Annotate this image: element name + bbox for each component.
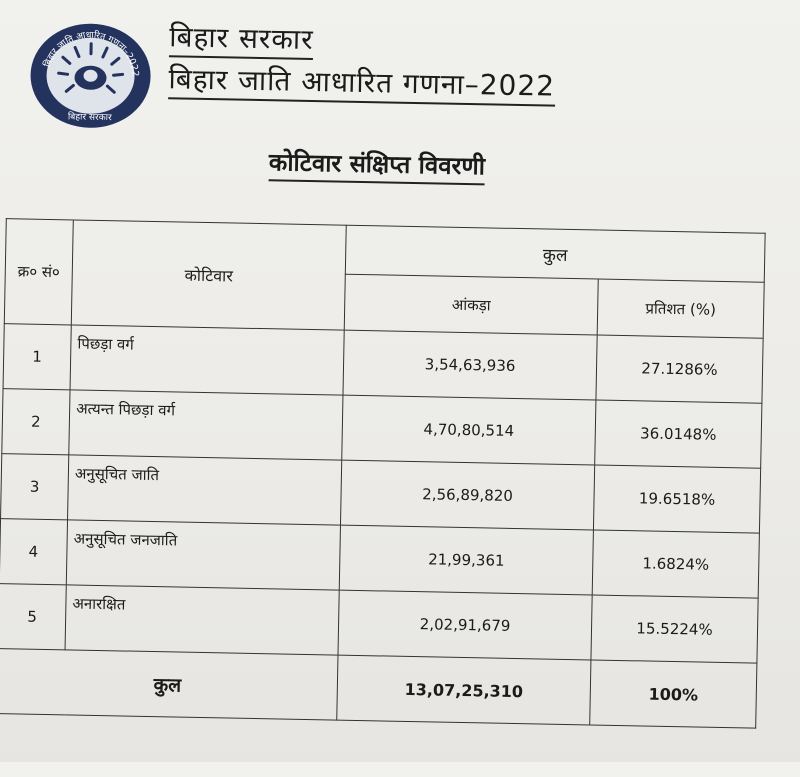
total-row bbox=[0, 649, 757, 729]
percent-cell: 19.6518% bbox=[593, 465, 760, 533]
percent-header: प्रतिशत (%) bbox=[597, 280, 764, 339]
serial-cell: 4 bbox=[0, 519, 68, 585]
table-header-row bbox=[5, 219, 765, 283]
category-cell: अनुसूचित जाति bbox=[68, 455, 342, 525]
serial-cell: 2 bbox=[2, 389, 70, 455]
count-header: आंकड़ा bbox=[344, 275, 598, 335]
count-cell: 21,99,361 bbox=[339, 525, 593, 595]
serial-cell: 3 bbox=[1, 454, 69, 520]
category-cell: पिछड़ा वर्ग bbox=[70, 325, 344, 395]
serial-cell: 1 bbox=[3, 324, 71, 390]
total-group-header: कुल bbox=[345, 225, 765, 283]
government-title: बिहार सरकार bbox=[169, 17, 314, 58]
total-count: 13,07,25,310 bbox=[337, 655, 591, 725]
category-cell: अनुसूचित जनजाति bbox=[66, 520, 340, 590]
category-header: कोटिवार bbox=[71, 220, 346, 330]
serial-cell: 5 bbox=[0, 584, 66, 650]
count-cell: 4,70,80,514 bbox=[342, 395, 596, 465]
percent-cell: 27.1286% bbox=[596, 335, 763, 403]
category-cell: अनारक्षित bbox=[65, 585, 339, 655]
bihar-caste-census-seal-icon bbox=[25, 19, 155, 133]
census-title: बिहार जाति आधारित गणना–2022 bbox=[168, 59, 555, 104]
count-cell: 3,54,63,936 bbox=[343, 330, 597, 400]
percent-cell: 1.6824% bbox=[592, 530, 759, 598]
serial-header: क्र० सं० bbox=[4, 219, 73, 325]
total-label: कुल bbox=[0, 649, 338, 721]
percent-cell: 36.0148% bbox=[595, 400, 762, 468]
total-percent: 100% bbox=[590, 660, 757, 728]
count-cell: 2,02,91,679 bbox=[338, 590, 592, 660]
page-title: कोटिवार संक्षिप्त विवरणी bbox=[269, 145, 486, 182]
percent-cell: 15.5224% bbox=[591, 595, 758, 663]
category-cell: अत्यन्त पिछड़ा वर्ग bbox=[69, 390, 343, 460]
category-summary-table bbox=[0, 218, 766, 728]
seal-ring-text: बिहार जाति आधारित गणना–2022 bbox=[41, 28, 141, 77]
count-cell: 2,56,89,820 bbox=[340, 460, 594, 530]
seal-bottom-text: बिहार सरकार bbox=[68, 110, 112, 123]
